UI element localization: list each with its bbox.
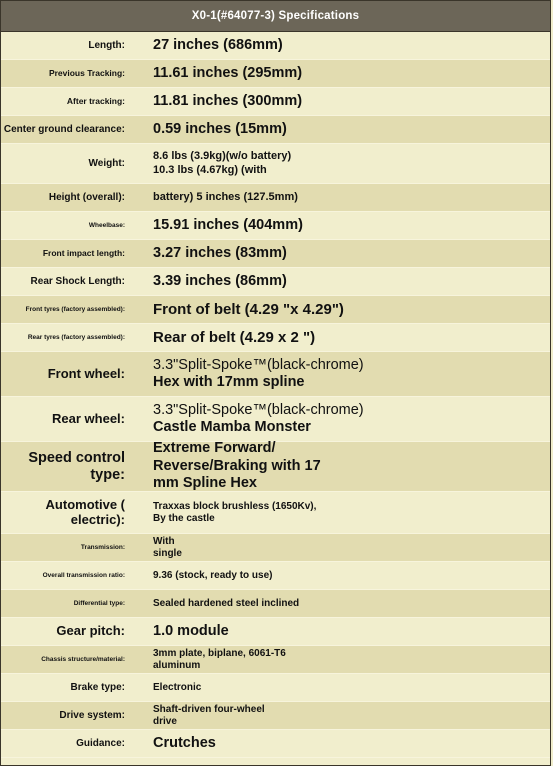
spec-value-line: Hex with 17mm spline [153,374,305,390]
spec-value [131,536,550,560]
spec-value [131,191,550,204]
spec-value-line: By the castle [153,512,215,524]
spec-row [1,296,550,324]
spec-value-line: 11.81 inches (300mm) [153,92,303,109]
spec-value [131,217,550,234]
spec-value-line: 10.3 lbs (4.67kg) (with [153,163,267,176]
spec-value-line: Extreme Forward/ [153,440,276,457]
spec-label: Rear tyres (factory assembled): [27,333,125,341]
spec-row [1,730,550,758]
spec-label: Front tyres (factory assembled): [25,305,125,313]
spec-value-line: mm Spline Hex [153,475,257,492]
spec-value-line: 3.39 inches (86mm) [153,272,287,289]
spec-value [131,273,550,290]
spec-value-line: 0.59 inches (15mm) [153,120,287,137]
spec-row [1,144,550,184]
spec-value-line: 9.36 (stock, ready to use) [153,569,273,581]
spec-row [1,88,550,116]
spec-row [1,184,550,212]
spec-value-line: Traxxas block brushless (1650Kv), [153,500,317,512]
spec-value [131,682,550,694]
spec-row [1,268,550,296]
spec-label: Previous Tracking: [48,67,125,78]
spec-label: Transmission: [80,543,125,551]
spec-label: Overall transmission ratio: [42,571,125,579]
spec-label: Length: [88,39,125,51]
spec-value [131,150,550,176]
spec-value-line: 3mm plate, biplane, 6061-T6 [153,647,286,659]
spec-label: Rear Shock Length: [30,275,125,287]
spec-row [1,32,550,60]
spec-value [131,65,550,82]
spec-value [131,93,550,110]
spec-value-line: Castle Mamba Monster [153,419,311,435]
spec-label: Height (overall): [48,191,125,203]
spec-row [1,324,550,352]
spec-value-line: With [153,535,175,547]
spec-row [1,442,550,492]
spec-label: Front wheel: [47,365,125,381]
spec-label: Automotive ( electric): [45,496,125,527]
spec-value [131,501,550,525]
spec-value-line: 27 inches (686mm) [153,36,283,53]
spec-row [1,397,550,442]
spec-value-line: 1.0 module [153,622,229,639]
spec-row [1,492,550,534]
spec-value-line: single [153,547,182,559]
spec-value [131,570,550,582]
spec-value-line: drive [153,715,177,727]
spec-value [131,121,550,138]
spec-row [1,352,550,397]
spec-value [131,648,550,672]
spec-row [1,646,550,674]
spec-label: Gear pitch: [56,623,125,639]
spec-value [131,357,550,392]
spec-label: Speed control type: [28,449,125,483]
spec-value-line: Reverse/Braking with 17 [153,457,321,474]
spec-value-line: 8.6 lbs (3.9kg)(w/o battery) [153,150,292,163]
spec-value [131,402,550,437]
spec-title: X0-1(#64077-3) Specifications [1,1,550,32]
spec-label: Weight: [88,157,125,169]
spec-value-line: Front of belt (4.29 "x 4.29") [153,300,344,318]
spec-value-line: aluminum [153,659,201,671]
spec-row [1,702,550,730]
spec-row [1,618,550,646]
spec-row [1,212,550,240]
spec-value-line: 3.3"Split-Spoke™(black-chrome) [153,401,364,418]
spec-value-line: 11.61 inches (295mm) [153,64,303,81]
spec-label: Rear wheel: [52,410,125,426]
spec-label: After tracking: [66,95,125,106]
spec-value-line: Shaft-driven four-wheel [153,703,265,715]
spec-row [1,116,550,144]
spec-value [131,245,550,262]
spec-value [131,623,550,640]
spec-value [131,440,550,492]
spec-label: Wheelbase: [88,221,125,229]
spec-row [1,60,550,88]
spec-value [131,735,550,752]
spec-value [131,598,550,610]
spec-value-line: 3.27 inches (83mm) [153,244,287,261]
spec-value-line: Sealed hardened steel inclined [153,597,300,609]
spec-label: Drive system: [59,709,125,721]
spec-label: Chassis structure/material: [41,655,125,663]
spec-label: Differential type: [73,599,125,607]
spec-value [131,301,550,319]
spec-label: Center ground clearance: [3,123,125,135]
spec-value [131,37,550,54]
spec-value-line: battery) 5 inches (127.5mm) [153,190,298,203]
spec-value [131,329,550,347]
spec-value-line: Crutches [153,734,216,751]
spec-label: Brake type: [70,681,125,693]
spec-value-line: Electronic [153,681,202,693]
spec-value-line: 15.91 inches (404mm) [153,216,303,233]
spec-row [1,240,550,268]
spec-row [1,562,550,590]
spec-row [1,534,550,562]
spec-value [131,704,550,728]
spec-row [1,590,550,618]
spec-row [1,674,550,702]
spec-value-line: 3.3"Split-Spoke™(black-chrome) [153,356,364,373]
spec-value-line: Rear of belt (4.29 x 2 ") [153,328,316,346]
spec-table [1,32,550,758]
spec-label: Guidance: [76,737,125,749]
spec-label: Front impact length: [42,247,125,258]
